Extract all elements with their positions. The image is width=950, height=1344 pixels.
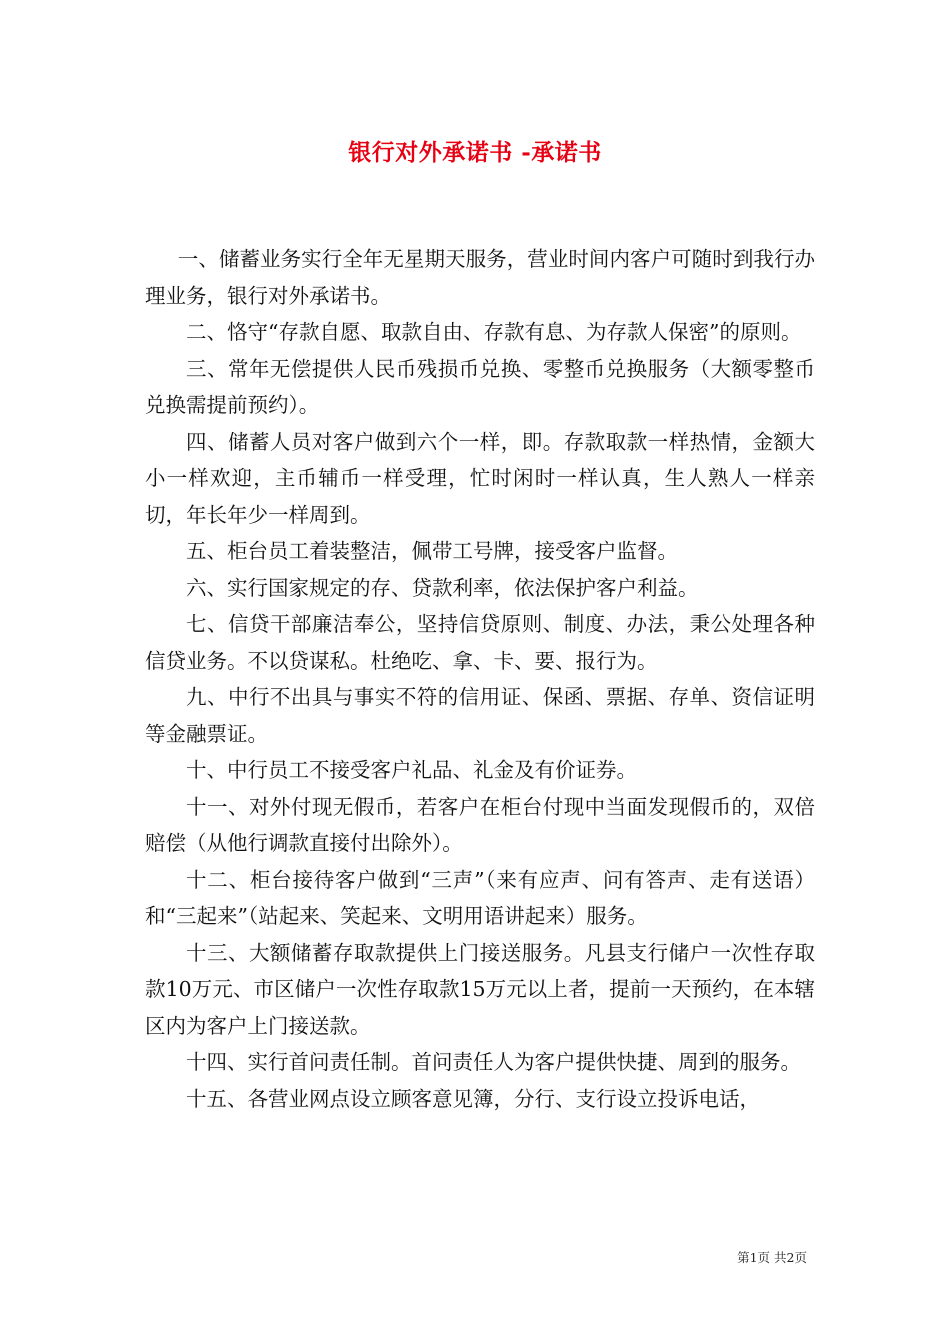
paragraph-7: 七、信贷干部廉洁奉公，坚持信贷原则、制度、办法，秉公处理各种信贷业务。不以贷谋私。杜绝吃、拿、卡、要、报行为。 [145,612,815,673]
paragraph-3: 三、常年无偿提供人民币残损币兑换、零整币兑换服务（大额零整币兑换需提前预约）。 [145,356,815,417]
document-body [145,241,815,1117]
paragraph-2: 二、恪守“存款自愿、取款自由、存款有息、为存款人保密”的原则。 [186,320,802,344]
paragraph-6: 六、实行国家规定的存、贷款利率，依法保护客户利益。 [186,575,699,600]
paragraph-13: 十三、大额储蓄存取款提供上门接送服务。凡县支行储户一次性存取款10万元、市区储户一次性存取款15万元以上者，提前一天预约，在本辖区内为客户上门接送款。 [145,940,815,1038]
page-number-footer: 第1页 共2页 [737,1250,807,1265]
document-title: 银行对外承诺书 -承诺书 [348,139,602,166]
paragraph-12: 十二、柜台接待客户做到“三声”（来有应声、问有答声、走有送语）和“三起来”（站起来、笑起来、文明用语讲起来）服务。 [145,867,815,928]
paragraph-15: 十五、各营业网点设立顾客意见簿，分行、支行设立投诉电话， [186,1086,760,1111]
paragraph-4: 四、储蓄人员对客户做到六个一样，即。存款取款一样热情，金额大小一样欢迎，主币辅币一样受理，忙时闲时一样认真，生人熟人一样亲切，年长年少一样周到。 [145,429,815,527]
paragraph-9: 九、中行不出具与事实不符的信用证、保函、票据、存单、资信证明等金融票证。 [145,685,815,746]
paragraph-5: 五、柜台员工着装整洁，佩带工号牌，接受客户监督。 [186,539,678,563]
paragraph-11: 十一、对外付现无假币，若客户在柜台付现中当面发现假币的，双倍赔偿（从他行调款直接付出除外）。 [145,794,815,855]
paragraph-1: 一、储蓄业务实行全年无星期天服务，营业时间内客户可随时到我行办理业务，银行对外承诺书。 [145,247,815,308]
paragraph-10: 十、中行员工不接受客户礼品、礼金及有价证券。 [186,758,637,782]
paragraph-14: 十四、实行首问责任制。首问责任人为客户提供快捷、周到的服务。 [186,1050,801,1074]
